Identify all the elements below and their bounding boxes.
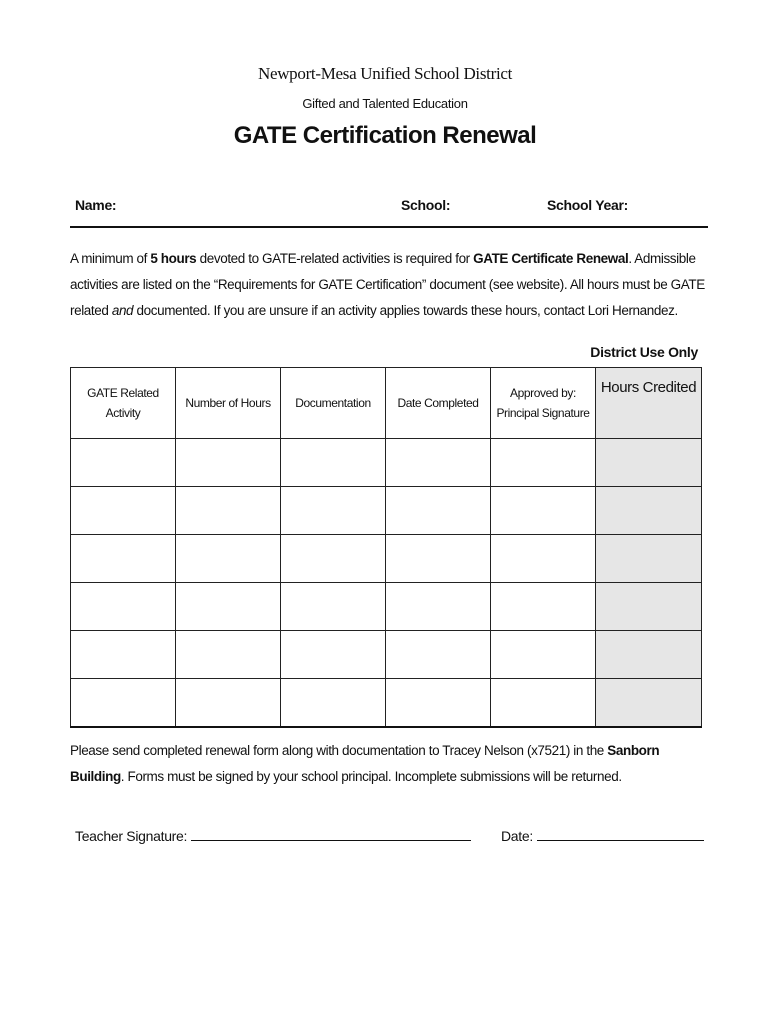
header-approved bbox=[491, 368, 596, 439]
footer-building: Sanborn Building bbox=[70, 743, 660, 784]
header-date-completed: Date Completed bbox=[386, 368, 491, 439]
table-row bbox=[71, 679, 702, 728]
intro-paragraph bbox=[70, 246, 710, 324]
header-approved-by: Approved by: bbox=[510, 386, 576, 400]
date-field bbox=[501, 826, 704, 844]
table-row bbox=[71, 631, 702, 679]
header-hours-credited: Hours Credited bbox=[596, 368, 702, 439]
hours-cell[interactable] bbox=[176, 535, 281, 583]
documentation-cell[interactable] bbox=[281, 487, 386, 535]
principal-signature-cell[interactable] bbox=[491, 583, 596, 631]
district-name: Newport-Mesa Unified School District bbox=[257, 64, 513, 83]
header-hours: Number of Hours bbox=[176, 368, 281, 439]
hours-cell[interactable] bbox=[176, 679, 281, 728]
activity-cell[interactable] bbox=[71, 583, 176, 631]
hours-credited-cell bbox=[596, 679, 702, 728]
principal-signature-cell[interactable] bbox=[491, 679, 596, 728]
date-completed-cell[interactable] bbox=[386, 583, 491, 631]
activity-cell[interactable] bbox=[71, 535, 176, 583]
intro-renewal: GATE Certificate Renewal bbox=[473, 251, 629, 266]
table-header-row bbox=[71, 368, 702, 439]
footer-text-2: . Forms must be signed by your school principal. Incomplete submissions will be returned. bbox=[120, 769, 622, 784]
intro-text-4: documented. If you are unsure if an activity applies towards these hours, contact Lori Hernandez. bbox=[133, 303, 678, 318]
hours-cell[interactable] bbox=[176, 631, 281, 679]
intro-and: and bbox=[111, 303, 134, 318]
principal-signature-cell[interactable] bbox=[491, 535, 596, 583]
activity-cell[interactable] bbox=[71, 487, 176, 535]
documentation-cell[interactable] bbox=[281, 583, 386, 631]
documentation-cell[interactable] bbox=[281, 679, 386, 728]
school-field-label: School: bbox=[401, 197, 451, 213]
documentation-cell[interactable] bbox=[281, 631, 386, 679]
hours-credited-cell bbox=[596, 487, 702, 535]
footer-text-1: Please send completed renewal form along with documentation to Tracey Nelson (x7521) in the bbox=[70, 743, 608, 758]
hours-cell[interactable] bbox=[176, 439, 281, 487]
principal-signature-cell[interactable] bbox=[491, 487, 596, 535]
hours-credited-cell bbox=[596, 439, 702, 487]
documentation-cell[interactable] bbox=[281, 535, 386, 583]
hours-cell[interactable] bbox=[176, 583, 281, 631]
principal-signature-cell[interactable] bbox=[491, 631, 596, 679]
table-row bbox=[71, 583, 702, 631]
name-field-label: Name: bbox=[75, 197, 117, 213]
program-name: Gifted and Talented Education bbox=[302, 96, 468, 111]
table-row bbox=[71, 439, 702, 487]
activities-table bbox=[70, 367, 702, 728]
school-year-field-label: School Year: bbox=[547, 197, 628, 213]
activity-cell[interactable] bbox=[71, 631, 176, 679]
header-rule bbox=[70, 226, 708, 228]
header-principal-signature: Principal Signature bbox=[496, 406, 590, 420]
date-completed-cell[interactable] bbox=[386, 535, 491, 583]
district-use-label: District Use Only bbox=[590, 344, 698, 360]
activity-cell[interactable] bbox=[71, 679, 176, 728]
table-row bbox=[71, 535, 702, 583]
intro-text-1: A minimum of bbox=[70, 251, 151, 266]
submission-instructions bbox=[70, 738, 710, 790]
header-activity: GATE Related Activity bbox=[71, 368, 176, 439]
hours-credited-cell bbox=[596, 583, 702, 631]
hours-credited-cell bbox=[596, 535, 702, 583]
hours-cell[interactable] bbox=[176, 487, 281, 535]
date-line[interactable] bbox=[537, 826, 704, 841]
date-completed-cell[interactable] bbox=[386, 679, 491, 728]
hours-credited-cell bbox=[596, 631, 702, 679]
documentation-cell[interactable] bbox=[281, 439, 386, 487]
teacher-signature-line[interactable] bbox=[191, 826, 471, 841]
date-completed-cell[interactable] bbox=[386, 631, 491, 679]
intro-hours: 5 hours bbox=[150, 251, 197, 266]
page-title: GATE Certification Renewal bbox=[233, 122, 537, 149]
intro-text-2: devoted to GATE-related activities is required for bbox=[196, 251, 474, 266]
date-completed-cell[interactable] bbox=[386, 439, 491, 487]
date-completed-cell[interactable] bbox=[386, 487, 491, 535]
date-label: Date: bbox=[501, 828, 533, 844]
principal-signature-cell[interactable] bbox=[491, 439, 596, 487]
header-documentation: Documentation bbox=[281, 368, 386, 439]
activity-cell[interactable] bbox=[71, 439, 176, 487]
teacher-signature-field bbox=[75, 826, 471, 844]
teacher-signature-label: Teacher Signature: bbox=[75, 828, 188, 844]
table-row bbox=[71, 487, 702, 535]
intro-text-3: . Admissible activities are listed on the “Requirements for GATE Certification” document (see website). All hours must be GATE related bbox=[70, 251, 705, 318]
